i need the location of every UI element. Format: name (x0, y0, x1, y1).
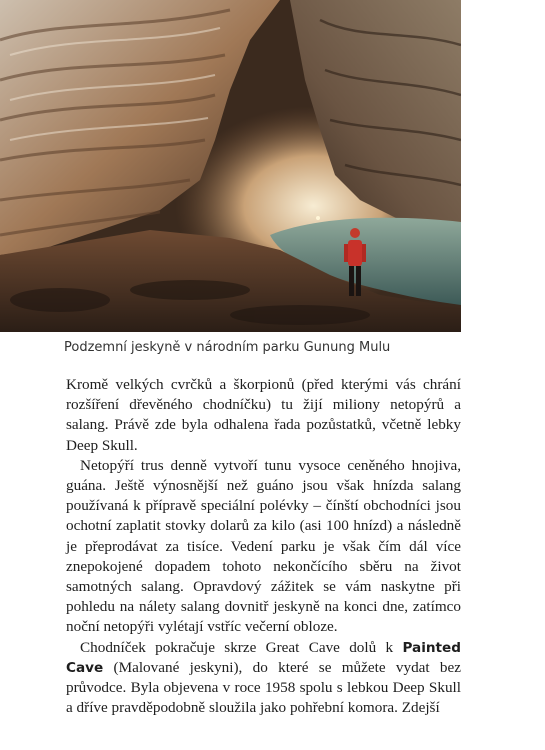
place-name-painted-cave: Painted Cave (66, 639, 461, 676)
paragraph-1: Kromě velkých cvrčků a škorpionů (před kterými vás chrání rozšíření dřevěného chodníčku) tu žijí miliony netopýrů a salang. Právě zde byla odhalena řada pozůstatků, včetně lebky Deep Skull. (66, 376, 461, 454)
cave-photo (0, 0, 461, 332)
cave-illustration (0, 0, 461, 332)
paragraph-3-lead: Chodníček pokračuje skrze Great Cave dolů k (80, 638, 403, 656)
paragraph-3 (66, 638, 461, 719)
paragraph-3-rest: (Malované jeskyni), do které se můžete vydat bez průvodce. Byla objevena v roce 1958 spolu s lebkou Deep Skull a dříve pravděpodobně sloužila jako pohřební komora. Zdejší (66, 658, 461, 717)
paragraph-2: Netopýří trus denně vytvoří tunu vysoce ceněného hnojiva, guána. Ještě výnosnější než guáno jsou však hnízda salang používaná k přípravě speciální polévky – čínští obchodníci jsou ochotní zaplatit stovky dolarů za kilo (asi 100 hnízd) a následně je přeprodávat za tisíce. Vedení parku je však čím dál více znepokojené dopadem tohoto nekončícího sběru na život samotných salang. Opravdový zážitek se vám naskytne při pohledu na nálety salang dovnitř jeskyně na konci dne, zatímco noční netopýři vylétají vstříc večerní obloze. (66, 456, 461, 636)
photo-caption: Podzemní jeskyně v národním parku Gunung Mulu (64, 340, 391, 355)
article-body (66, 375, 461, 718)
